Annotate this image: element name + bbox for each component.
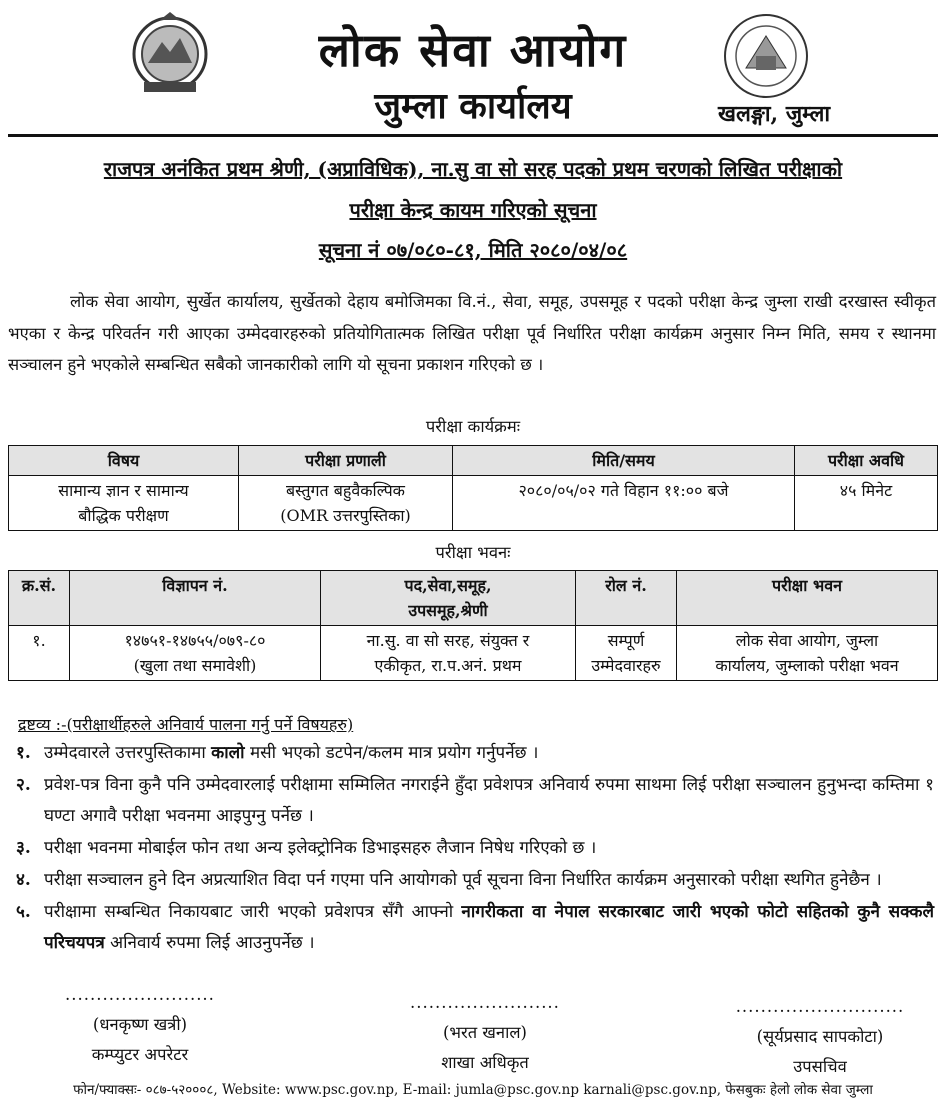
signature-computer-operator: ........................ (धनकृष्ण खत्री) कम्प्युटर अपरेटर bbox=[65, 985, 215, 1064]
signature-under-secretary: ........................... (सूर्यप्रसाद सापकोटा) उपसचिव bbox=[735, 997, 905, 1076]
schedule-duration: ४५ मिनेट bbox=[795, 476, 938, 531]
table-row bbox=[9, 476, 938, 531]
office-location: खलङ्गा, जुम्ला bbox=[718, 101, 831, 127]
notice-body: लोक सेवा आयोग, सुर्खेत कार्यालय, सुर्खेतको देहाय बमोजिमका वि.नं., सेवा, समूह, उपसमूह र पदको परीक्षा केन्द्र जुम्ला राखी दरखास्त स्वीकृत भएका र केन्द्र परिवर्तन गरी आएका उम्मेदवारहरुको प्रतियोगितात्मक लिखित परीक्षा पूर्व निर्धारित परीक्षा कार्यक्रम अनुसार निम्न मिति, समय र स्थानमा सञ्चालन हुने भएकोले सम्बन्धित सबैको जानकारीको लागि यो सूचना प्रकाशन गरिएको छ । bbox=[8, 292, 936, 374]
office-subtitle: जुम्ला कार्यालय bbox=[374, 85, 572, 127]
contact-footer: फोन/फ्याक्सः- ०८७-५२०००८, Website: www.psc.gov.np, E-mail: jumla@psc.gov.np karnali@psc.gov.np, फेसबुकः हेलो लोक सेवा जुम्ला bbox=[73, 1082, 873, 1098]
notes-title: द्रष्टव्य :-(परीक्षार्थीहरुले अनिवार्य पालना गर्नु पर्ने विषयहरु) bbox=[18, 715, 354, 734]
venue-header-sn: क्र.सं. bbox=[9, 571, 70, 626]
venue-header-adv: विज्ञापन नं. bbox=[70, 571, 321, 626]
venue-header-roll: रोल नं. bbox=[576, 571, 677, 626]
venue-table bbox=[8, 570, 938, 681]
table-row bbox=[9, 626, 938, 681]
schedule-header-datetime: मिति/समय bbox=[453, 446, 795, 476]
venue-header-building: परीक्षा भवन bbox=[677, 571, 938, 626]
venue-building: लोक सेवा आयोग, जुम्ला कार्यालय, जुम्लाको परीक्षा भवन bbox=[677, 626, 938, 681]
venue-sn: १. bbox=[9, 626, 70, 681]
venue-post: ना.सु. वा सो सरह, संयुक्त र एकीकृत, रा.प.अनं. प्रथम bbox=[321, 626, 576, 681]
list-item: ४. परीक्षा सञ्चालन हुने दिन अप्रत्याशित विदा पर्न गएमा पनि आयोगको पूर्व सूचना विना निर्धारित कार्यक्रम अनुसारको परीक्षा स्थगित हुनेछैन । bbox=[16, 870, 882, 890]
notice-number: सूचना नं ०७/०८०-८१, मिति २०८०/०४/०८ bbox=[318, 238, 628, 262]
header-divider bbox=[8, 134, 938, 137]
notice-heading-line2: परीक्षा केन्द्र कायम गरिएको सूचना bbox=[349, 198, 597, 222]
psc-seal-icon bbox=[722, 12, 810, 100]
schedule-table bbox=[8, 445, 938, 531]
venue-header-post: पद,सेवा,समूह, उपसमूह,श्रेणी bbox=[321, 571, 576, 626]
venue-adv: १४७५१-१४७५५/०७९-८० (खुला तथा समावेशी) bbox=[70, 626, 321, 681]
list-item: १. उम्मेदवारले उत्तरपुस्तिकामा कालो मसी भएको डटपेन/कलम मात्र प्रयोग गर्नुपर्नेछ । bbox=[16, 743, 539, 763]
venue-caption: परीक्षा भवनः bbox=[435, 543, 511, 562]
schedule-header-subject: विषय bbox=[9, 446, 239, 476]
schedule-subject: सामान्य ज्ञान र सामान्य बौद्धिक परीक्षण bbox=[9, 476, 239, 531]
schedule-datetime: २०८०/०५/०२ गते विहान ११:०० बजे bbox=[453, 476, 795, 531]
schedule-system: बस्तुगत बहुवैकल्पिक (OMR उत्तरपुस्तिका) bbox=[239, 476, 453, 531]
venue-roll: सम्पूर्ण उम्मेदवारहरु bbox=[576, 626, 677, 681]
notice-heading-line1: राजपत्र अनंकित प्रथम श्रेणी, (अप्राविधिक), ना.सु वा सो सरह पदको प्रथम चरणको लिखित परीक्षाको bbox=[103, 157, 843, 181]
office-title: लोक सेवा आयोग bbox=[318, 23, 628, 77]
list-item: ५. परीक्षामा सम्बन्धित निकायबाट जारी भएको प्रवेशपत्र सँगै आफ्नो नागरीकता वा नेपाल सरकारबाट जारी भएको फोटो सहितको कुनै सक्कलै परिचयपत्र अनिवार्य रुपमा लिई आउनुपर्नेछ । bbox=[16, 902, 935, 953]
schedule-caption: परीक्षा कार्यक्रमः bbox=[425, 417, 521, 436]
signature-section-officer: ........................ (भरत खनाल) शाखा अधिकृत bbox=[410, 993, 560, 1072]
schedule-header-duration: परीक्षा अवधि bbox=[795, 446, 938, 476]
schedule-header-system: परीक्षा प्रणाली bbox=[239, 446, 453, 476]
notes-list bbox=[16, 738, 934, 960]
list-item: २. प्रवेश-पत्र विना कुनै पनि उम्मेदवारलाई परीक्षामा सम्मिलित नगराईने हुँदा प्रवेशपत्र अनिवार्य रुपमा साथमा लिई परीक्षा सञ्चालन हुनुभन्दा कम्तिमा १ घण्टा अगावै परीक्षा भवनमा आइपुग्नु पर्नेछ । bbox=[16, 775, 934, 826]
list-item: ३. परीक्षा भवनमा मोबाईल फोन तथा अन्य इलेक्ट्रोनिक डिभाइसहरु लैजान निषेध गरिएको छ । bbox=[16, 838, 597, 858]
